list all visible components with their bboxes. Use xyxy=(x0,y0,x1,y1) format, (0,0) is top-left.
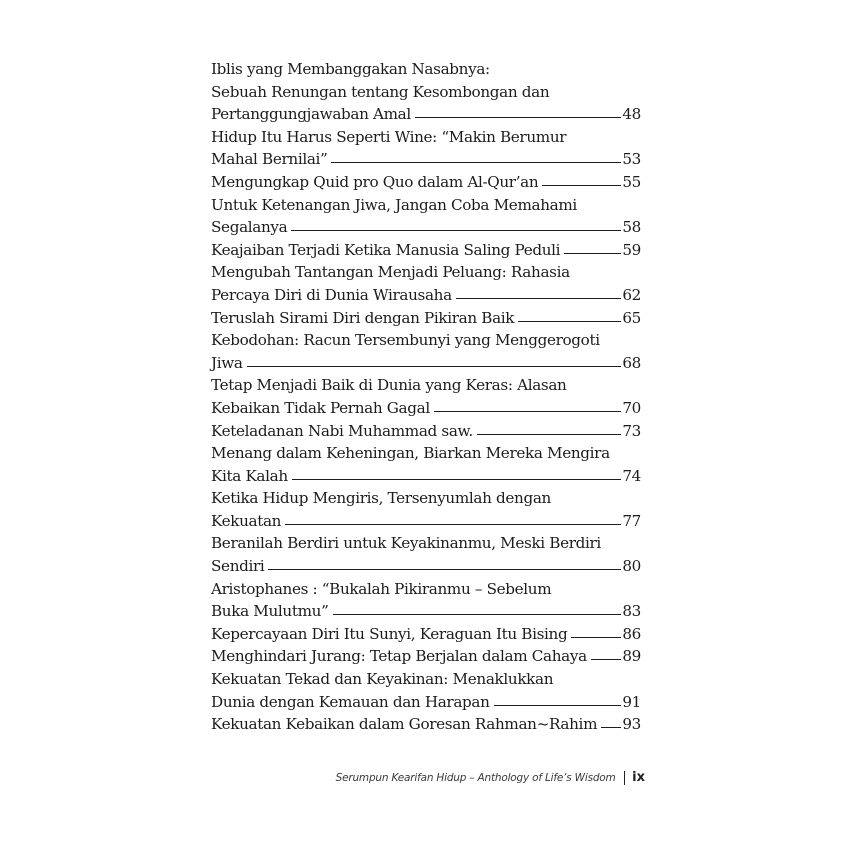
toc-entry-line xyxy=(211,171,641,194)
dot-leader xyxy=(333,614,622,615)
toc-entry-line xyxy=(211,397,641,420)
dot-leader xyxy=(331,162,621,163)
toc-page-number: 48 xyxy=(622,105,641,124)
toc-page-number: 62 xyxy=(622,285,641,304)
toc-entry-line xyxy=(211,465,641,488)
toc-entry xyxy=(211,487,641,532)
toc-entry xyxy=(211,171,641,194)
toc-entry-title: Pertanggungjawaban Amal xyxy=(211,105,411,124)
toc-page-number: 93 xyxy=(622,715,641,734)
toc-entry xyxy=(211,374,641,419)
toc-page-number: 86 xyxy=(622,624,641,643)
toc-entry xyxy=(211,58,641,126)
toc-entry-line xyxy=(211,216,641,239)
dot-leader xyxy=(415,117,621,118)
toc-entry-line xyxy=(211,623,641,646)
toc-entry-line xyxy=(211,194,641,217)
dot-leader xyxy=(591,659,622,660)
toc-entry-title: Sebuah Renungan tentang Kesombongan dan xyxy=(211,82,550,101)
toc-entry-line xyxy=(211,148,641,171)
toc-entry-line xyxy=(211,126,641,149)
toc-entry-line xyxy=(211,713,641,736)
toc-page-number: 68 xyxy=(622,353,641,372)
toc-entry xyxy=(211,578,641,623)
toc-entry-line xyxy=(211,578,641,601)
toc-entry-title: Iblis yang Membanggakan Nasabnya: xyxy=(211,60,490,78)
toc-entry-title: Mengungkap Quid pro Quo dalam Al-Qur’an xyxy=(211,172,539,191)
footer-separator xyxy=(624,771,626,785)
toc-entry xyxy=(211,645,641,668)
toc-page-number: 74 xyxy=(622,466,641,485)
toc-entry-line xyxy=(211,239,641,262)
table-of-contents xyxy=(211,58,641,736)
running-footer xyxy=(336,770,645,785)
dot-leader xyxy=(434,411,622,412)
toc-entry-line xyxy=(211,58,641,81)
toc-entry xyxy=(211,623,641,646)
toc-entry-title: Sendiri xyxy=(211,557,265,576)
toc-page-number: 77 xyxy=(622,511,641,530)
toc-entry xyxy=(211,713,641,736)
toc-entry-title: Kebaikan Tidak Pernah Gagal xyxy=(211,398,430,417)
toc-entry xyxy=(211,442,641,487)
toc-entry-line xyxy=(211,261,641,284)
dot-leader xyxy=(285,524,621,525)
toc-entry-title: Beranilah Berdiri untuk Keyakinanmu, Meski Berdiri xyxy=(211,534,601,553)
toc-entry-line xyxy=(211,81,641,104)
dot-leader xyxy=(268,569,621,570)
toc-entry-title: Mengubah Tantangan Menjadi Peluang: Rahasia xyxy=(211,263,570,282)
toc-entry-line xyxy=(211,420,641,443)
toc-entry-title: Kebodohan: Racun Tersembunyi yang Menggerogoti xyxy=(211,331,600,350)
toc-page-number: 80 xyxy=(622,557,641,576)
toc-entry xyxy=(211,420,641,443)
toc-entry xyxy=(211,239,641,262)
dot-leader xyxy=(291,230,621,231)
toc-entry-title: Kekuatan xyxy=(211,511,282,530)
toc-entry-title: Keteladanan Nabi Muhammad saw. xyxy=(211,421,473,440)
toc-entry-title: Ketika Hidup Mengiris, Tersenyumlah dengan xyxy=(211,489,551,508)
toc-entry-line xyxy=(211,307,641,330)
toc-entry-title: Hidup Itu Harus Seperti Wine: “Makin Berumur xyxy=(211,127,567,146)
toc-page-number: 58 xyxy=(622,218,641,237)
toc-page-number: 53 xyxy=(622,150,641,169)
dot-leader xyxy=(477,434,622,435)
toc-entry-line xyxy=(211,329,641,352)
toc-entry-line xyxy=(211,691,641,714)
toc-entry-title: Untuk Ketenangan Jiwa, Jangan Coba Memahami xyxy=(211,195,577,214)
toc-entry-title: Aristophanes : “Bukalah Pikiranmu – Sebelum xyxy=(211,579,552,598)
toc-entry-line xyxy=(211,668,641,691)
toc-entry-title: Jiwa xyxy=(211,353,243,372)
dot-leader xyxy=(542,185,621,186)
dot-leader xyxy=(247,366,622,367)
dot-leader xyxy=(571,637,621,638)
toc-entry xyxy=(211,261,641,306)
toc-entry-line xyxy=(211,645,641,668)
toc-entry xyxy=(211,668,641,713)
toc-page-number: 59 xyxy=(622,240,641,259)
toc-entry-line xyxy=(211,284,641,307)
toc-entry-line xyxy=(211,103,641,126)
page-number: ix xyxy=(632,770,645,785)
dot-leader xyxy=(456,298,622,299)
toc-entry-title: Kepercayaan Diri Itu Sunyi, Keraguan Itu Bising xyxy=(211,624,568,643)
toc-page-number: 70 xyxy=(622,398,641,417)
toc-entry-title: Teruslah Sirami Diri dengan Pikiran Baik xyxy=(211,308,515,327)
toc-page-number: 55 xyxy=(622,172,641,191)
toc-entry-title: Kekuatan Tekad dan Keyakinan: Menaklukkan xyxy=(211,670,554,689)
toc-entry-line xyxy=(211,532,641,555)
toc-entry-title: Segalanya xyxy=(211,218,288,237)
dot-leader xyxy=(564,253,621,254)
dot-leader xyxy=(494,705,622,706)
toc-entry-line xyxy=(211,555,641,578)
toc-entry-line xyxy=(211,600,641,623)
toc-entry-title: Dunia dengan Kemauan dan Harapan xyxy=(211,692,490,711)
toc-entry-title: Tetap Menjadi Baik di Dunia yang Keras: Alasan xyxy=(211,376,567,395)
toc-entry-title: Buka Mulutmu” xyxy=(211,602,329,621)
dot-leader xyxy=(292,479,622,480)
toc-entry-title: Mahal Bernilai” xyxy=(211,150,328,169)
toc-entry xyxy=(211,307,641,330)
toc-entry-line xyxy=(211,352,641,375)
toc-entry xyxy=(211,532,641,577)
toc-page-number: 73 xyxy=(622,421,641,440)
toc-page-number: 65 xyxy=(622,308,641,327)
toc-page-number: 89 xyxy=(622,647,641,666)
toc-entry-line xyxy=(211,374,641,397)
toc-entry-line xyxy=(211,487,641,510)
toc-entry xyxy=(211,194,641,239)
dot-leader xyxy=(601,727,621,728)
toc-page-number: 91 xyxy=(622,692,641,711)
toc-entry-line xyxy=(211,510,641,533)
toc-entry-title: Menang dalam Keheningan, Biarkan Mereka Mengira xyxy=(211,444,610,463)
toc-entry xyxy=(211,126,641,171)
toc-entry-title: Kita Kalah xyxy=(211,466,288,485)
toc-entry-title: Menghindari Jurang: Tetap Berjalan dalam Cahaya xyxy=(211,647,587,666)
dot-leader xyxy=(518,321,621,322)
toc-entry-title: Percaya Diri di Dunia Wirausaha xyxy=(211,285,452,304)
toc-entry-line xyxy=(211,442,641,465)
toc-entry-title: Kekuatan Kebaikan dalam Goresan Rahman~Rahim xyxy=(211,715,598,734)
toc-entry-title: Keajaiban Terjadi Ketika Manusia Saling Peduli xyxy=(211,240,561,259)
footer-book-title: Serumpun Kearifan Hidup – Anthology of Life’s Wisdom xyxy=(335,771,616,784)
toc-entry xyxy=(211,329,641,374)
toc-page-number: 83 xyxy=(622,602,641,621)
